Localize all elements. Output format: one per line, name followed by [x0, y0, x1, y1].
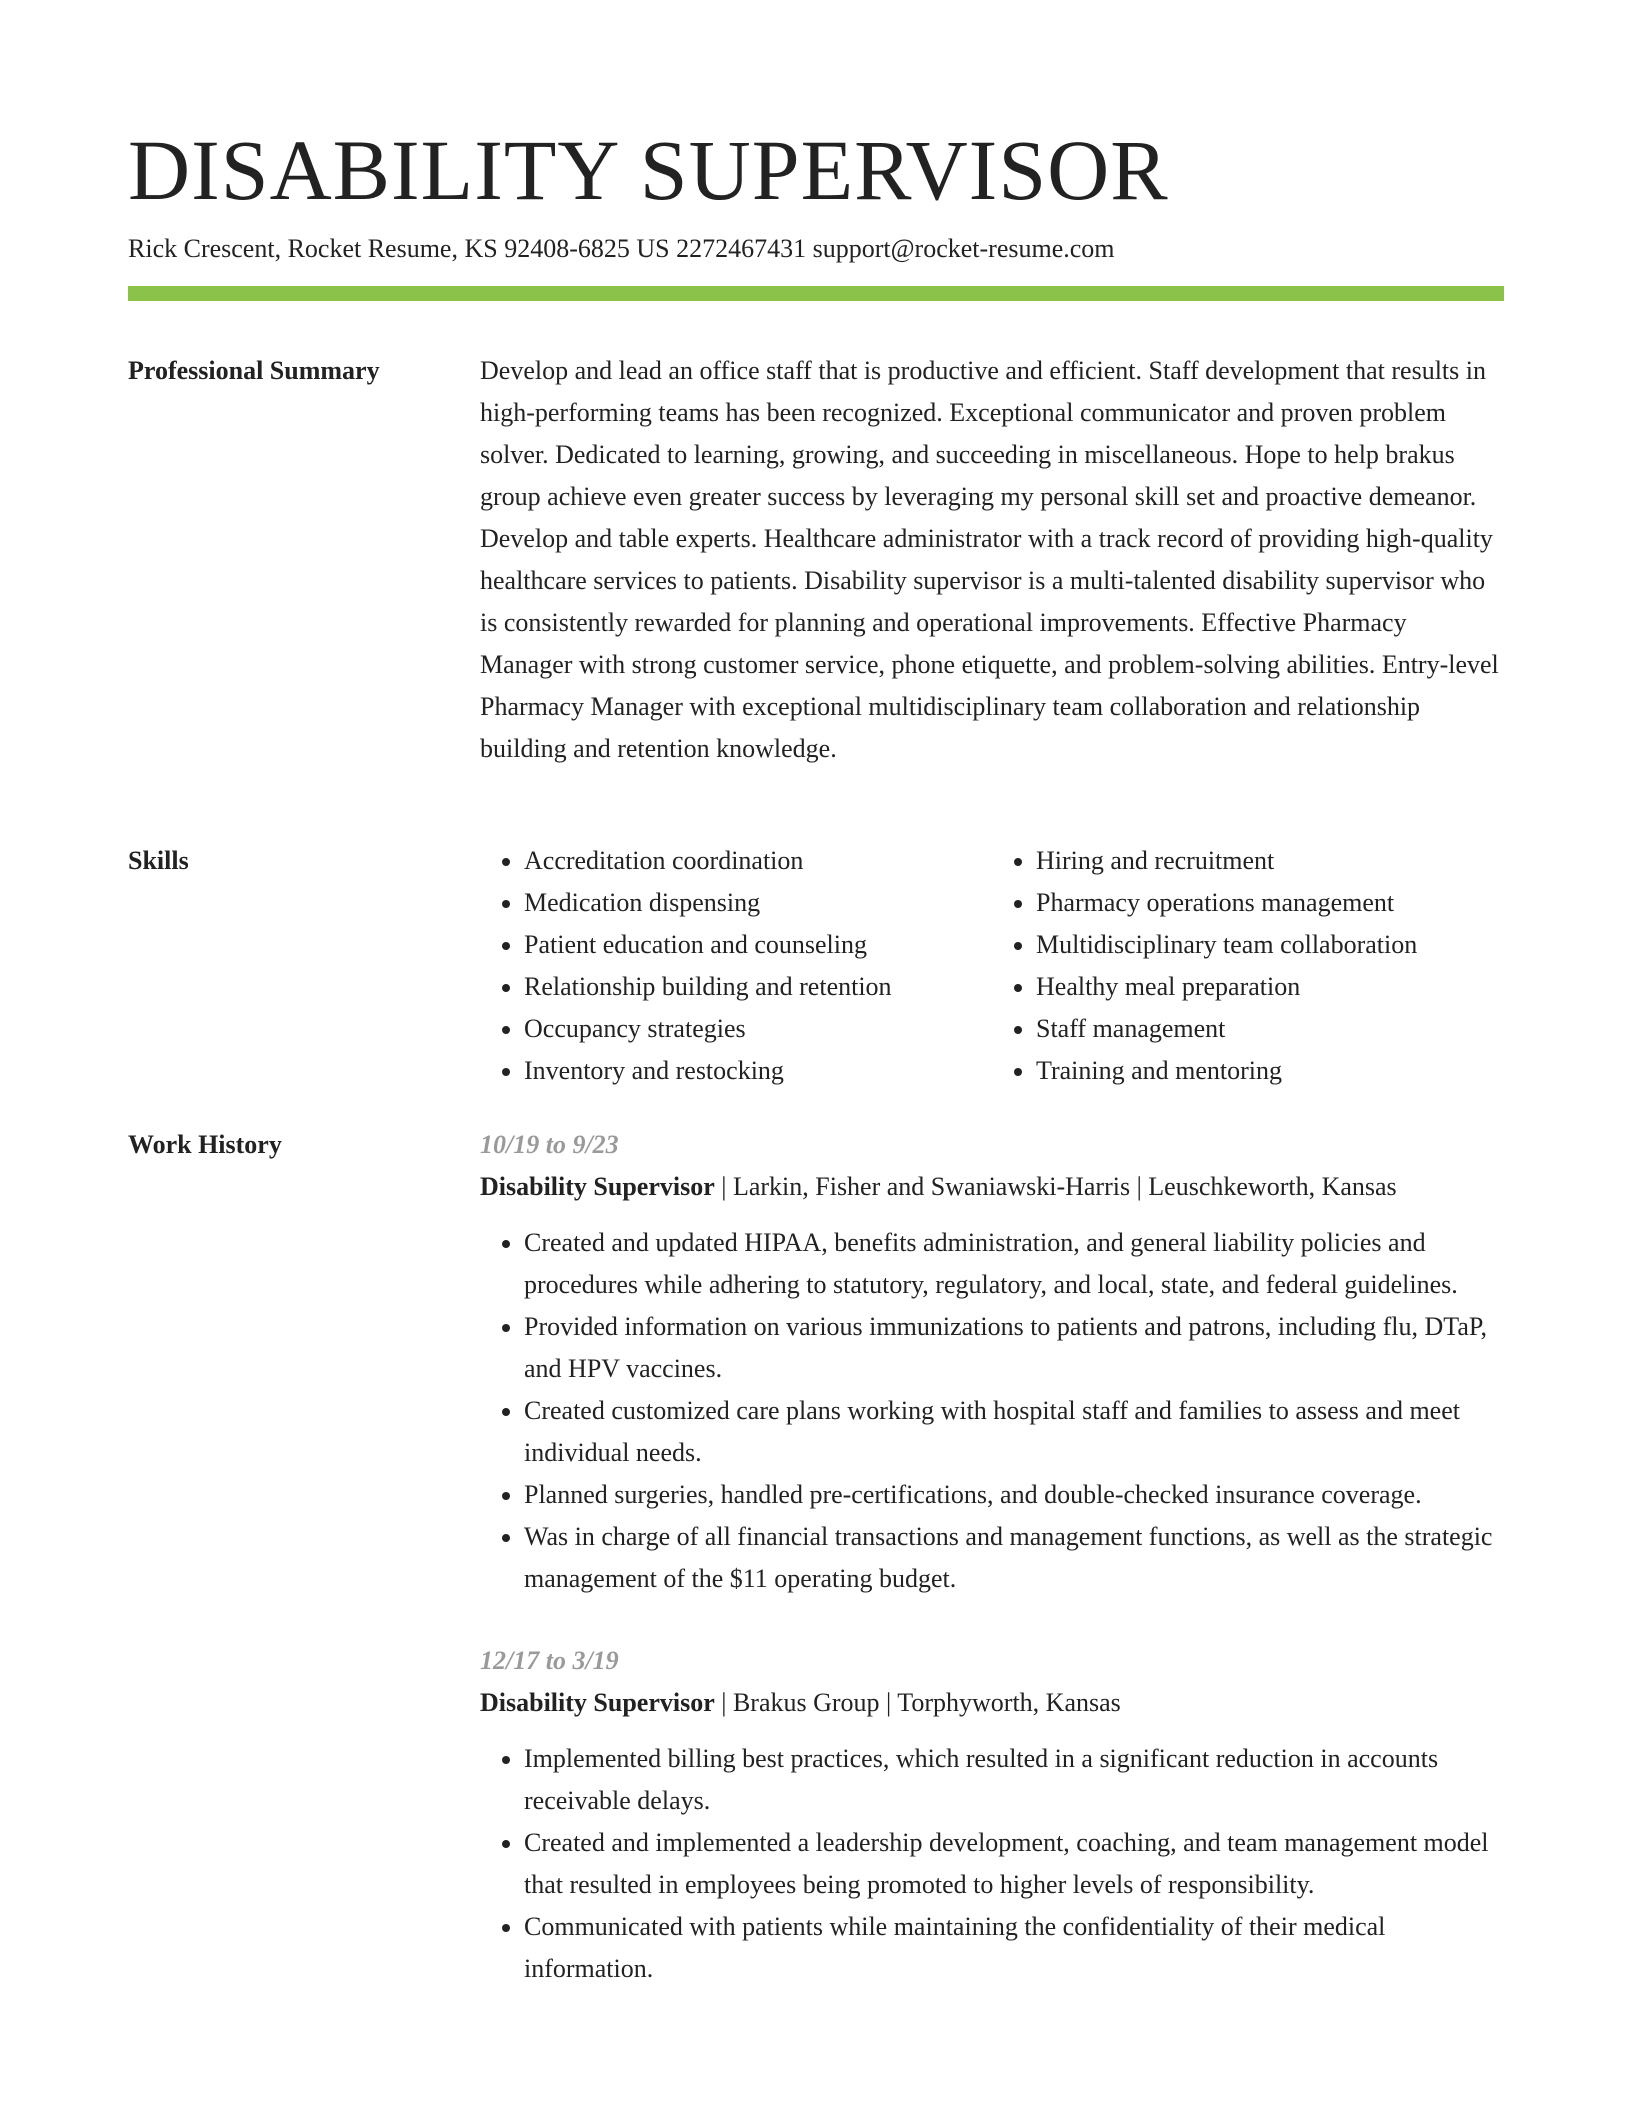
job-bullet: • Planned surgeries, handled pre-certifications, and double-checked insurance coverage.: [524, 1474, 1504, 1516]
skill-item: • Staff management: [1036, 1008, 1504, 1050]
skill-item: • Accreditation coordination: [524, 840, 992, 882]
skills-list-right: [992, 840, 1504, 1092]
job-entry: [480, 1640, 1504, 1990]
job-bullet: • Created and implemented a leadership development, coaching, and team management model that resulted in employees being promoted to higher levels of responsibility.: [524, 1822, 1504, 1906]
job-company-location: | Brakus Group | Torphyworth, Kansas: [714, 1688, 1121, 1717]
skill-item: • Medication dispensing: [524, 882, 992, 924]
skill-item: • Relationship building and retention: [524, 966, 992, 1008]
skill-item: • Training and mentoring: [1036, 1050, 1504, 1092]
skill-item: • Pharmacy operations management: [1036, 882, 1504, 924]
skill-item: • Patient education and counseling: [524, 924, 992, 966]
job-dates: 12/17 to 3/19: [480, 1646, 619, 1675]
skills-body: [480, 840, 1504, 1092]
skill-item: • Inventory and restocking: [524, 1050, 992, 1092]
accent-divider: [128, 286, 1504, 301]
job-bullet: • Implemented billing best practices, which resulted in a significant reduction in accounts receivable delays.: [524, 1738, 1504, 1822]
job-bullet: • Created customized care plans working with hospital staff and families to assess and meet individual needs.: [524, 1390, 1504, 1474]
job-bullet: • Was in charge of all financial transactions and management functions, as well as the strategic management of the $11 operating budget.: [524, 1516, 1504, 1600]
job-company-location: | Larkin, Fisher and Swaniawski-Harris | Leuschkeworth, Kansas: [714, 1172, 1397, 1201]
job-title: Disability Supervisor: [480, 1688, 715, 1717]
summary-label: Professional Summary: [128, 356, 380, 385]
summary-text: Develop and lead an office staff that is productive and efficient. Staff development that results in high-performing teams has been recognized. Exceptional communicator and proven problem solver. Dedicated to learning, growing, and succeeding in miscellaneous. Hope to help brakus group achieve even greater success by leveraging my personal skill set and proactive demeanor. Develop and table experts. Healthcare administrator with a track record of providing high-quality healthcare services to patients. Disability supervisor is a multi-talented disability supervisor who is consistently rewarded for planning and operational improvements. Effective Pharmacy Manager with strong customer service, phone etiquette, and problem-solving abilities. Entry-level Pharmacy Manager with exceptional multidisciplinary team collaboration and relationship building and retention knowledge.: [480, 356, 1499, 763]
skill-item: • Hiring and recruitment: [1036, 840, 1504, 882]
summary-body: [480, 350, 1504, 770]
job-heading: [480, 1166, 1504, 1208]
skills-list-left: [480, 840, 992, 1092]
job-bullet-list: [480, 1222, 1504, 1600]
resume-title: DISABILITY SUPERVISOR: [128, 122, 1169, 218]
skills-label: Skills: [128, 846, 189, 875]
job-title: Disability Supervisor: [480, 1172, 715, 1201]
skills-columns: [480, 840, 1504, 1092]
skill-item: • Occupancy strategies: [524, 1008, 992, 1050]
job-entry: [480, 1124, 1504, 1600]
contact-line: Rick Crescent, Rocket Resume, KS 92408-6825 US 2272467431 support@rocket-resume.com: [128, 234, 1115, 263]
job-heading: [480, 1682, 1504, 1724]
skill-item: • Multidisciplinary team collaboration: [1036, 924, 1504, 966]
job-bullet: • Provided information on various immunizations to patients and patrons, including flu, DTaP, and HPV vaccines.: [524, 1306, 1504, 1390]
job-bullet: • Created and updated HIPAA, benefits administration, and general liability policies and procedures while adhering to statutory, regulatory, and local, state, and federal guidelines.: [524, 1222, 1504, 1306]
work-history-label: Work History: [128, 1130, 282, 1159]
job-bullet-list: [480, 1738, 1504, 1990]
job-bullet: • Communicated with patients while maintaining the confidentiality of their medical information.: [524, 1906, 1504, 1990]
skill-item: • Healthy meal preparation: [1036, 966, 1504, 1008]
work-history-body: [480, 1124, 1504, 1990]
job-dates: 10/19 to 9/23: [480, 1130, 619, 1159]
